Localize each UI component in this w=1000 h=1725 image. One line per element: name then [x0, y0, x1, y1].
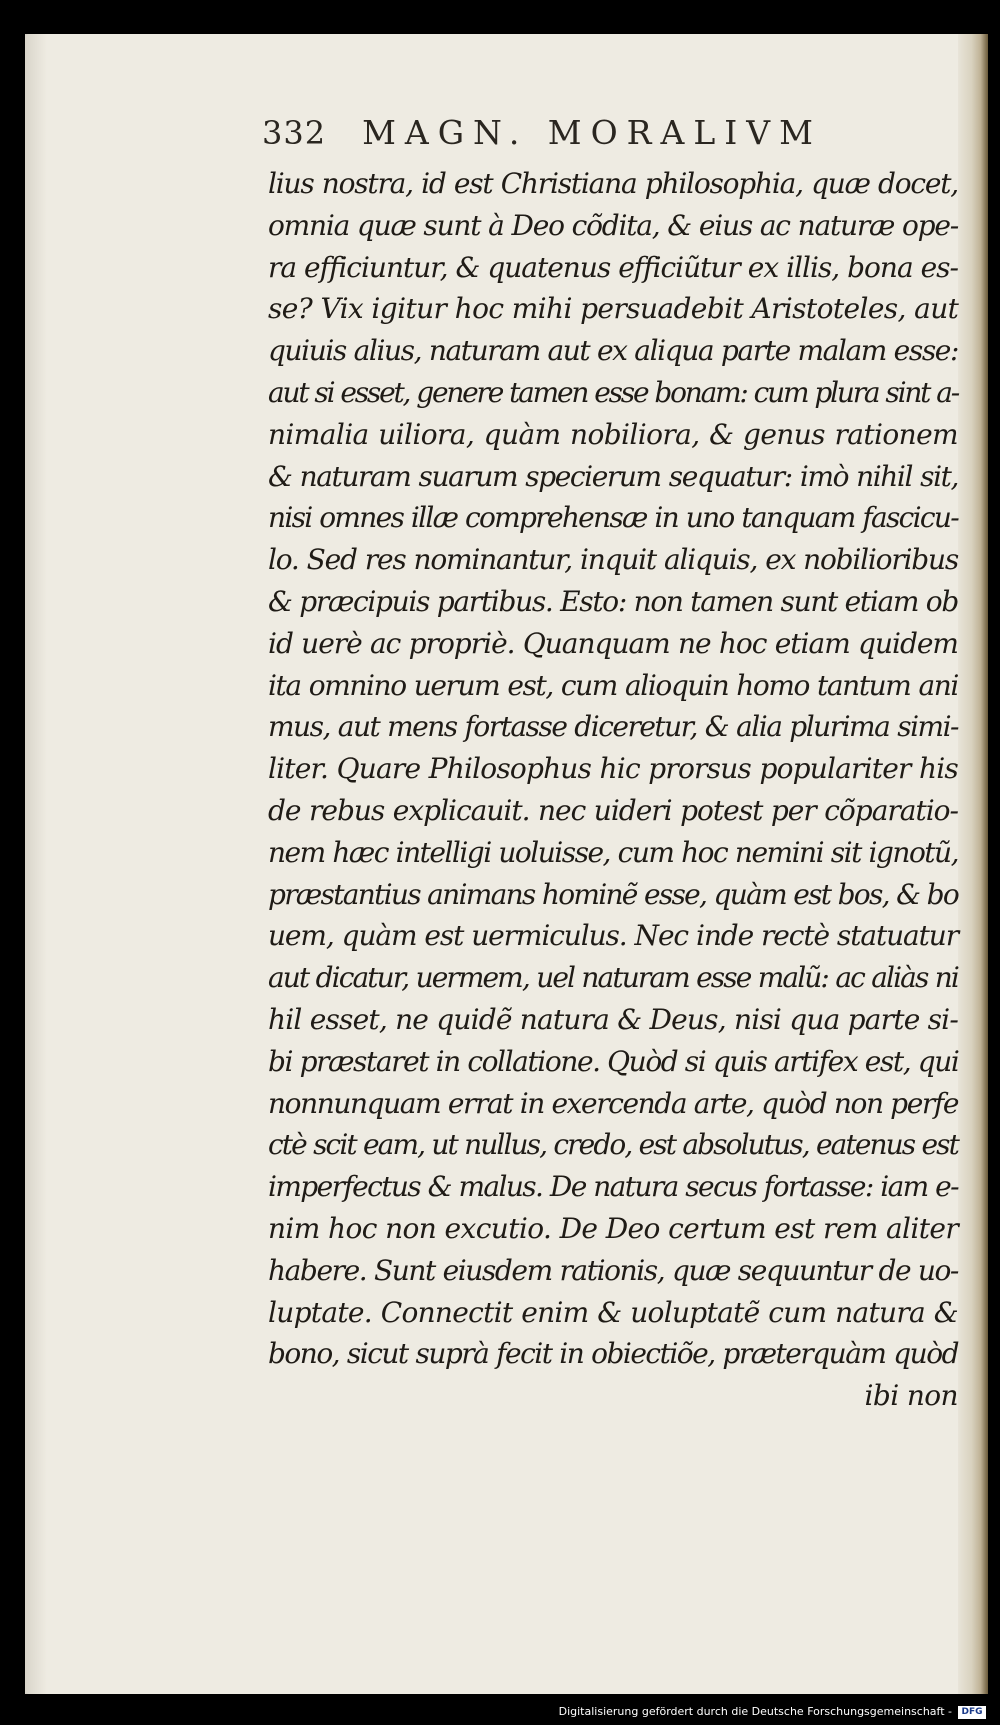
page-number: 332 [262, 114, 327, 152]
text-line: ctè scit eam, ut nullus, credo, est absolutus, eatenus est [268, 1128, 958, 1162]
text-line: liter. Quare Philosophus hic prorsus populariter his [268, 752, 958, 786]
text-line: præstantius animans hominẽ esse, quàm est bos, & bo [268, 877, 958, 911]
text-line: bono, sicut suprà fecit in obiectiõe, præterquàm quòd [268, 1337, 958, 1371]
page-fore-edge [958, 34, 988, 1694]
text-line: & naturam suarum specierum sequatur: imò nihil sit, [268, 459, 958, 493]
text-line: ibi non [864, 1379, 958, 1413]
text-line: quiuis alius, naturam aut ex aliqua parte malam esse: [268, 334, 958, 368]
funding-credit: Digitalisierung gefördert durch die Deutsche Forschungsgemeinschaft - [558, 1705, 952, 1718]
text-line: & præcipuis partibus. Esto: non tamen sunt etiam ob [268, 584, 958, 618]
text-line: luptate. Connectit enim & uoluptatẽ cum natura & [268, 1295, 958, 1329]
text-line: se? Vix igitur hoc mihi persuadebit Aristoteles, aut [268, 292, 959, 326]
text-line: aut si esset, genere tamen esse bonam: cum plura sint a- [268, 375, 958, 409]
text-line: imperfectus & malus. De natura secus fortasse: iam e- [268, 1170, 958, 1204]
spine-shadow [25, 34, 47, 1694]
text-line: aut dicatur, uermem, uel naturam esse malũ: ac aliàs ni [268, 961, 958, 995]
text-line: nonnunquam errat in exercenda arte, quòd non perfe [268, 1086, 958, 1120]
text-line: nisi omnes illæ comprehensæ in uno tanquam fascicu- [268, 501, 958, 535]
dfg-logo: DFG [958, 1706, 986, 1719]
text-line: nem hæc intelligi uoluisse, cum hoc nemini sit ignotũ, [268, 835, 958, 869]
text-line: lius nostra, id est Christiana philosophia, quæ docet, [268, 167, 958, 200]
text-line: hil esset, ne quidẽ natura & Deus, nisi qua parte si- [268, 1002, 958, 1036]
text-line: habere. Sunt eiusdem rationis, quæ sequuntur de uo- [268, 1253, 958, 1287]
running-head-title: MAGN. MORALIVM [362, 113, 822, 152]
footer-bar [0, 1701, 1000, 1725]
text-line: ra efficiuntur, & quatenus efficiũtur ex illis, bona es- [268, 250, 958, 284]
body-text [268, 163, 958, 1417]
text-line: nimalia uiliora, quàm nobiliora, & genus rationem [268, 417, 958, 451]
text-line: nim hoc non excutio. De Deo certum est rem aliter [268, 1211, 959, 1245]
text-line: mus, aut mens fortasse diceretur, & alia plurima simi- [268, 710, 958, 744]
running-head [262, 113, 902, 161]
text-line: de rebus explicauit. nec uideri potest per cõparatio- [268, 793, 958, 827]
text-line: bi præstaret in collatione. Quòd si quis artifex est, qui [268, 1044, 959, 1078]
text-line: ita omnino uerum est, cum alioquin homo tantum ani [268, 668, 958, 702]
text-line: id uerè ac propriè. Quanquam ne hoc etiam quidem [268, 626, 958, 660]
text-line: lo. Sed res nominantur, inquit aliquis, ex nobilioribus [268, 543, 958, 577]
text-line: omnia quæ sunt à Deo cõdita, & eius ac naturæ ope- [268, 208, 958, 242]
text-line: uem, quàm est uermiculus. Nec inde rectè statuatur [268, 919, 958, 953]
